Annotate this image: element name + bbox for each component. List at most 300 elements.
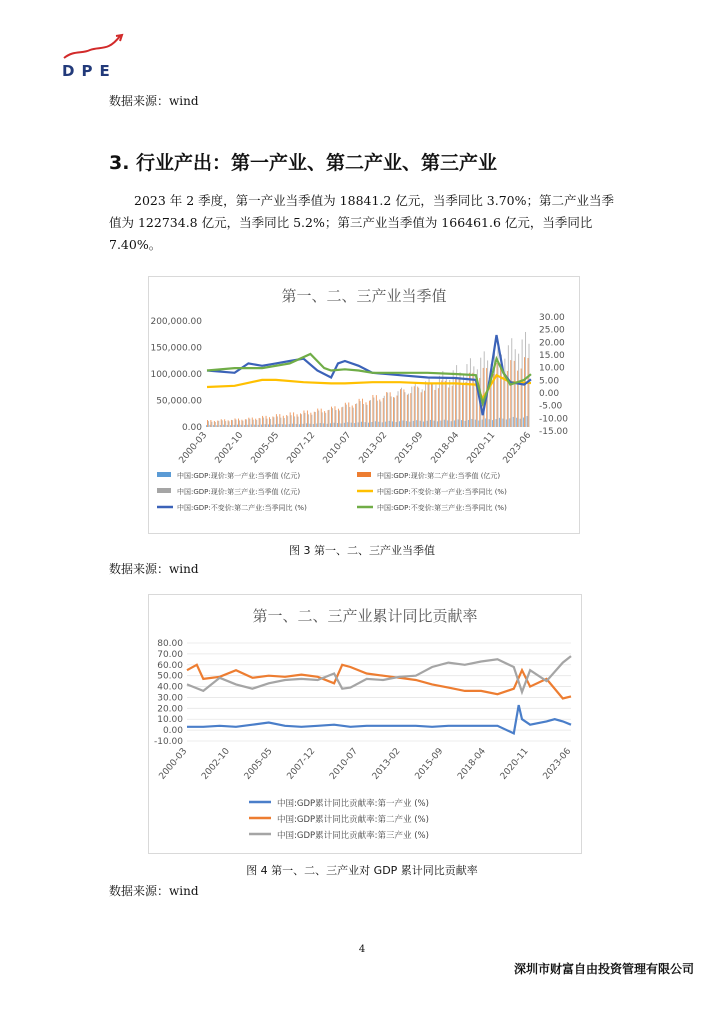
chart1-bar bbox=[349, 407, 350, 427]
chart1-bar bbox=[327, 424, 328, 427]
figure3-chart bbox=[149, 277, 579, 533]
chart1-bar bbox=[438, 388, 439, 427]
chart1-bar bbox=[368, 423, 369, 427]
chart1-bar bbox=[315, 412, 316, 427]
chart1-bar bbox=[413, 421, 414, 427]
chart1-bar bbox=[362, 399, 363, 427]
chart1-bar bbox=[414, 386, 415, 427]
chart1-bar bbox=[460, 372, 461, 427]
chart1-bar bbox=[366, 402, 367, 427]
chart1-bar bbox=[248, 418, 249, 427]
chart1-bar bbox=[245, 419, 246, 427]
chart1-bar bbox=[433, 421, 434, 427]
chart1-bar bbox=[341, 407, 342, 427]
chart1-bar bbox=[394, 398, 395, 427]
chart2-x-tick: 2005-05 bbox=[242, 746, 275, 782]
chart1-bar bbox=[208, 421, 209, 427]
chart2-y-tick: -10.00 bbox=[153, 737, 183, 747]
figure4-chart-frame bbox=[148, 594, 582, 854]
chart1-bar bbox=[428, 383, 429, 427]
chart1-right-tick: 25.00 bbox=[539, 325, 565, 336]
chart1-bar bbox=[462, 384, 463, 427]
chart1-legend-label: 中国:GDP:现价:第三产业:当季值 (亿元) bbox=[177, 488, 301, 496]
chart1-bar bbox=[335, 406, 336, 427]
chart1-bar bbox=[399, 421, 400, 427]
chart1-bar bbox=[354, 423, 355, 427]
chart1-bar bbox=[435, 385, 436, 427]
chart1-bar bbox=[313, 424, 314, 427]
chart1-bar bbox=[261, 425, 262, 427]
figure4-chart bbox=[149, 595, 581, 853]
chart1-bar bbox=[492, 420, 493, 427]
chart1-legend-label: 中国:GDP:不变价:第二产业:当季同比 (%) bbox=[177, 504, 307, 512]
chart1-bar bbox=[485, 418, 486, 427]
chart1-bar bbox=[471, 419, 472, 427]
chart1-bar bbox=[289, 424, 290, 427]
chart1-bar bbox=[283, 416, 284, 427]
figure3-chart-frame bbox=[148, 276, 580, 534]
chart1-bar bbox=[266, 416, 267, 427]
chart1-bar bbox=[220, 425, 221, 427]
chart1-bar bbox=[271, 425, 272, 427]
chart1-bar bbox=[305, 413, 306, 427]
chart1-bar bbox=[463, 375, 464, 427]
chart1-bar bbox=[345, 403, 346, 427]
chart1-bar bbox=[379, 400, 380, 427]
chart1-bar bbox=[383, 398, 384, 427]
chart1-bar bbox=[276, 414, 277, 427]
chart1-bar bbox=[420, 421, 421, 427]
chart1-bar bbox=[247, 425, 248, 427]
figure3-caption: 图 3 第一、二、三产业当季值 bbox=[289, 544, 435, 557]
chart1-bar bbox=[418, 388, 419, 427]
chart1-bar bbox=[316, 424, 317, 427]
chart1-bar bbox=[515, 349, 516, 427]
chart1-bar bbox=[469, 373, 470, 427]
chart1-bar bbox=[455, 378, 456, 427]
chart2-x-tick: 2023-06 bbox=[541, 746, 574, 782]
chart1-bar bbox=[430, 420, 431, 427]
chart1-bar bbox=[351, 423, 352, 427]
chart1-bar bbox=[301, 414, 302, 427]
chart1-bar bbox=[244, 425, 245, 427]
chart1-bar bbox=[452, 386, 453, 427]
chart1-bar bbox=[214, 421, 215, 427]
chart1-bar bbox=[337, 423, 338, 427]
chart1-bar bbox=[411, 387, 412, 427]
chart1-bar bbox=[437, 421, 438, 427]
chart1-bar bbox=[300, 413, 301, 427]
chart1-bar bbox=[269, 417, 270, 427]
chart1-bar bbox=[378, 422, 379, 427]
chart1-bar bbox=[241, 420, 242, 427]
chart1-bar bbox=[502, 419, 503, 427]
chart1-bar bbox=[516, 418, 517, 427]
chart2-legend-label: 中国:GDP累计同比贡献率:第三产业 (%) bbox=[277, 831, 429, 841]
chart1-bar bbox=[506, 419, 507, 427]
chart1-bar bbox=[324, 411, 325, 427]
chart1-bar bbox=[375, 421, 376, 427]
chart1-bar bbox=[352, 406, 353, 427]
chart1-bar bbox=[299, 424, 300, 427]
chart1-bar bbox=[454, 420, 455, 427]
chart1-bar bbox=[359, 399, 360, 427]
chart1-right-tick: 20.00 bbox=[539, 338, 565, 349]
chart1-bar bbox=[393, 397, 394, 427]
chart1-bar bbox=[466, 382, 467, 427]
chart1-left-tick: 0.00 bbox=[181, 423, 202, 433]
chart1-bar bbox=[254, 425, 255, 427]
chart1-bar bbox=[508, 345, 509, 427]
chart1-bar bbox=[277, 416, 278, 427]
chart1-bar bbox=[308, 414, 309, 427]
chart1-bar bbox=[240, 425, 241, 427]
chart1-bar bbox=[265, 424, 266, 427]
chart1-x-tick: 2010-07 bbox=[321, 430, 354, 466]
chart2-legend-label: 中国:GDP累计同比贡献率:第一产业 (%) bbox=[277, 799, 429, 809]
page-number: 4 bbox=[358, 944, 366, 955]
chart1-bar bbox=[223, 425, 224, 427]
chart1-x-tick: 2013-02 bbox=[357, 430, 390, 466]
chart1-bar bbox=[461, 420, 462, 427]
chart1-bar bbox=[329, 410, 330, 427]
chart1-bar bbox=[465, 421, 466, 427]
chart1-bar bbox=[478, 420, 479, 427]
chart1-left-tick: 200,000.00 bbox=[150, 317, 202, 327]
chart1-bar bbox=[524, 357, 525, 427]
chart1-bar bbox=[513, 417, 514, 427]
chart1-bar bbox=[340, 423, 341, 427]
chart1-bar bbox=[376, 395, 377, 427]
chart1-bar bbox=[256, 420, 257, 427]
chart1-bar bbox=[267, 419, 268, 427]
chart1-bar bbox=[230, 425, 231, 427]
chart1-bar bbox=[258, 425, 259, 427]
chart1-bar bbox=[528, 358, 529, 427]
chart1-bar bbox=[499, 418, 500, 427]
chart1-bar bbox=[293, 412, 294, 427]
chart1-bar bbox=[222, 420, 223, 427]
chart1-bar bbox=[459, 378, 460, 427]
chart1-bar bbox=[278, 424, 279, 427]
chart1-bar bbox=[517, 371, 518, 427]
chart1-bar bbox=[321, 409, 322, 427]
chart1-bar bbox=[314, 412, 315, 427]
chart1-bar bbox=[451, 421, 452, 427]
chart1-bar bbox=[427, 421, 428, 427]
chart1-bar bbox=[503, 373, 504, 427]
chart2-x-tick: 2015-09 bbox=[413, 746, 446, 782]
chart2-legend-label: 中国:GDP累计同比贡献率:第二产业 (%) bbox=[277, 815, 429, 825]
chart1-bar bbox=[296, 424, 297, 427]
chart1-right-tick: 15.00 bbox=[539, 351, 565, 361]
chart1-bar bbox=[398, 391, 399, 427]
chart1-bar bbox=[527, 416, 528, 427]
chart1-bar bbox=[367, 405, 368, 427]
chart1-bar bbox=[325, 413, 326, 427]
chart1-bar bbox=[470, 358, 471, 427]
chart1-bar bbox=[410, 393, 411, 427]
chart1-legend-label: 中国:GDP:现价:第一产业:当季值 (亿元) bbox=[177, 472, 301, 480]
chart1-bar bbox=[389, 421, 390, 427]
chart1-x-tick: 2020-11 bbox=[465, 430, 498, 466]
chart1-bar bbox=[235, 418, 236, 427]
chart2-y-tick: 50.00 bbox=[157, 671, 183, 682]
chart2-y-tick: 80.00 bbox=[157, 639, 183, 649]
chart1-bar bbox=[484, 351, 485, 427]
chart1-bar bbox=[346, 405, 347, 427]
chart2-y-tick: 10.00 bbox=[157, 715, 183, 726]
chart1-bar bbox=[365, 422, 366, 427]
chart2-x-tick: 2020-11 bbox=[498, 746, 531, 782]
chart1-bar bbox=[273, 417, 274, 427]
chart1-legend-label: 中国:GDP:不变价:第一产业:当季同比 (%) bbox=[377, 488, 507, 496]
chart1-bar bbox=[328, 410, 329, 427]
chart1-bar bbox=[482, 420, 483, 427]
chart1-right-tick: 5.00 bbox=[539, 376, 560, 387]
chart1-bar bbox=[397, 396, 398, 427]
chart1-bar bbox=[339, 411, 340, 427]
chart1-bar bbox=[400, 389, 401, 427]
chart1-bar bbox=[489, 419, 490, 427]
chart1-bar bbox=[406, 421, 407, 427]
chart1-bar bbox=[401, 388, 402, 427]
chart1-bar bbox=[282, 424, 283, 427]
chart1-bar bbox=[225, 421, 226, 427]
chart1-bar bbox=[445, 381, 446, 427]
chart1-bar bbox=[227, 425, 228, 427]
chart1-bar bbox=[510, 360, 511, 427]
chart1-bar bbox=[206, 425, 207, 427]
chart1-x-tick: 2023-06 bbox=[501, 430, 534, 466]
chart1-bar bbox=[361, 422, 362, 427]
chart1-bar bbox=[322, 412, 323, 427]
chart1-bar bbox=[472, 373, 473, 427]
chart1-bar bbox=[344, 423, 345, 427]
chart1-series-line-0 bbox=[207, 375, 531, 399]
chart2-x-tick: 2018-04 bbox=[456, 746, 488, 782]
chart1-bar bbox=[268, 424, 269, 427]
chart1-bar bbox=[303, 424, 304, 427]
chart1-bar bbox=[332, 408, 333, 427]
chart1-bar bbox=[249, 419, 250, 427]
chart1-bar bbox=[385, 422, 386, 427]
section-paragraph: 2023 年 2 季度，第一产业当季值为 18841.2 亿元，当季同比 3.70%；第二产业当季值为 122734.8 亿元，当季同比 5.2%；第三产业当季值为 166461.6 亿元，当季同比 7.40%。 bbox=[109, 193, 615, 252]
chart1-bar bbox=[304, 410, 305, 427]
chart1-bar bbox=[523, 418, 524, 427]
chart1-bar bbox=[468, 420, 469, 427]
chart1-bar bbox=[311, 415, 312, 427]
chart1-bar bbox=[253, 420, 254, 427]
chart1-bar bbox=[509, 418, 510, 427]
chart1-bar bbox=[292, 424, 293, 427]
chart1-bar bbox=[432, 383, 433, 427]
chart1-bar bbox=[306, 423, 307, 427]
chart1-bar bbox=[307, 411, 308, 427]
chart1-bar bbox=[409, 422, 410, 427]
chart1-right-tick: 10.00 bbox=[539, 363, 565, 374]
chart1-bar bbox=[387, 393, 388, 427]
chart1-right-tick: 30.00 bbox=[539, 313, 565, 323]
chart1-bar bbox=[358, 422, 359, 427]
chart1-bar bbox=[380, 401, 381, 427]
chart1-bar bbox=[498, 344, 499, 427]
chart1-bar bbox=[234, 425, 235, 427]
chart1-bar bbox=[334, 423, 335, 427]
chart1-bar bbox=[310, 413, 311, 427]
chart1-bar bbox=[221, 419, 222, 427]
chart1-bar bbox=[382, 422, 383, 427]
chart1-bar bbox=[353, 408, 354, 427]
figure4-source: 数据来源：wind bbox=[109, 884, 199, 898]
chart1-bar bbox=[210, 420, 211, 427]
chart1-bar bbox=[377, 401, 378, 427]
chart1-x-tick: 2005-05 bbox=[249, 430, 282, 466]
chart1-bar bbox=[309, 424, 310, 427]
chart1-bar bbox=[363, 404, 364, 427]
chart2-y-tick: 40.00 bbox=[157, 682, 183, 693]
chart1-bar bbox=[215, 422, 216, 427]
chart2-y-tick: 70.00 bbox=[157, 649, 183, 660]
chart1-bar bbox=[342, 407, 343, 427]
chart1-bar bbox=[209, 425, 210, 427]
chart1-bar bbox=[298, 417, 299, 427]
company-name: 深圳市财富自由投资管理有限公司 bbox=[513, 962, 694, 976]
chart1-bar bbox=[467, 364, 468, 427]
chart1-bar bbox=[252, 418, 253, 427]
chart1-bar bbox=[392, 421, 393, 427]
chart1-bar bbox=[297, 414, 298, 427]
chart1-bar bbox=[291, 415, 292, 427]
chart1-bar bbox=[424, 391, 425, 427]
chart2-title: 第一、二、三产业累计同比贡献率 bbox=[252, 607, 478, 625]
chart2-x-tick: 2013-02 bbox=[370, 746, 403, 782]
chart2-x-tick: 2010-07 bbox=[328, 746, 360, 782]
chart1-bar bbox=[529, 344, 530, 427]
chart1-bar bbox=[448, 388, 449, 427]
chart1-bar bbox=[331, 407, 332, 427]
chart1-bar bbox=[347, 422, 348, 427]
data-source-top: 数据来源：wind bbox=[109, 94, 199, 108]
chart1-bar bbox=[255, 419, 256, 427]
chart1-bar bbox=[402, 420, 403, 427]
chart1-bar bbox=[323, 423, 324, 427]
chart1-x-tick: 2002-10 bbox=[213, 430, 246, 466]
chart1-bar bbox=[213, 425, 214, 427]
chart1-bar bbox=[272, 416, 273, 427]
chart1-bar bbox=[263, 418, 264, 427]
chart2-x-tick: 2000-03 bbox=[157, 746, 190, 782]
chart1-right-tick: -5.00 bbox=[539, 401, 563, 412]
chart1-bar bbox=[317, 409, 318, 427]
chart1-bar bbox=[338, 409, 339, 427]
chart1-bar bbox=[449, 380, 450, 427]
chart1-bar bbox=[415, 383, 416, 427]
chart1-bar bbox=[320, 423, 321, 427]
chart1-bar bbox=[216, 425, 217, 427]
chart2-series-line-1 bbox=[187, 665, 571, 699]
chart1-bar bbox=[434, 390, 435, 427]
chart1-bar bbox=[336, 410, 337, 427]
chart1-bar bbox=[218, 421, 219, 427]
chart1-bar bbox=[231, 420, 232, 427]
chart1-bar bbox=[232, 420, 233, 427]
chart1-bar bbox=[360, 401, 361, 427]
chart1-bar bbox=[239, 420, 240, 427]
chart1-bar bbox=[520, 419, 521, 427]
chart1-legend-swatch bbox=[157, 472, 171, 477]
chart2-y-tick: 60.00 bbox=[157, 660, 183, 671]
chart1-bar bbox=[518, 354, 519, 427]
chart1-legend-label: 中国:GDP:不变价:第三产业:当季同比 (%) bbox=[377, 504, 507, 512]
chart1-bar bbox=[356, 403, 357, 427]
chart1-bar bbox=[384, 396, 385, 427]
chart1-bar bbox=[286, 415, 287, 427]
chart1-bar bbox=[280, 418, 281, 427]
chart1-legend-swatch bbox=[157, 488, 171, 493]
chart1-bar bbox=[228, 420, 229, 427]
chart2-y-tick: 30.00 bbox=[157, 693, 183, 704]
chart1-bar bbox=[207, 420, 208, 427]
chart1-bar bbox=[496, 419, 497, 427]
chart1-bar bbox=[372, 395, 373, 427]
chart1-bar bbox=[440, 421, 441, 427]
figure4-caption: 图 4 第一、二、三产业对 GDP 累计同比贡献率 bbox=[246, 864, 478, 877]
chart1-bar bbox=[294, 416, 295, 427]
chart1-bar bbox=[284, 418, 285, 427]
chart1-bar bbox=[348, 402, 349, 427]
chart1-bar bbox=[330, 423, 331, 427]
chart2-x-tick: 2007-12 bbox=[285, 746, 318, 782]
chart1-bar bbox=[446, 378, 447, 427]
chart1-bar bbox=[386, 392, 387, 427]
chart1-bar bbox=[417, 387, 418, 427]
chart1-bar bbox=[270, 419, 271, 427]
chart1-legend-label: 中国:GDP:现价:第二产业:当季值 (亿元) bbox=[377, 472, 501, 480]
chart1-bar bbox=[458, 419, 459, 427]
chart1-bar bbox=[422, 389, 423, 427]
chart1-bar bbox=[475, 420, 476, 427]
chart2-y-tick: 0.00 bbox=[162, 726, 183, 737]
chart1-bar bbox=[224, 419, 225, 427]
chart1-bar bbox=[373, 398, 374, 427]
chart1-bar bbox=[237, 425, 238, 427]
chart1-right-tick: -15.00 bbox=[539, 427, 569, 437]
chart1-legend-swatch bbox=[357, 472, 371, 477]
chart1-bar bbox=[260, 418, 261, 427]
chart1-bar bbox=[251, 424, 252, 427]
chart1-bar bbox=[407, 395, 408, 427]
chart1-bar bbox=[275, 424, 276, 427]
logo-text: DPE bbox=[62, 62, 117, 80]
chart1-bar bbox=[416, 420, 417, 427]
chart1-left-tick: 50,000.00 bbox=[156, 396, 202, 407]
section-heading: 3. 行业产出：第一产业、第二产业、第三产业 bbox=[109, 152, 498, 174]
chart1-bar bbox=[425, 381, 426, 427]
chart1-bar bbox=[287, 416, 288, 427]
chart1-bar bbox=[242, 421, 243, 427]
chart1-left-tick: 150,000.00 bbox=[150, 343, 202, 354]
figure3-source: 数据来源：wind bbox=[109, 562, 199, 576]
chart1-bar bbox=[371, 422, 372, 427]
chart1-x-tick: 2018-04 bbox=[429, 430, 462, 466]
chart1-bar bbox=[444, 420, 445, 427]
chart1-title: 第一、二、三产业当季值 bbox=[281, 287, 447, 305]
chart1-left-tick: 100,000.00 bbox=[150, 370, 202, 380]
chart1-bar bbox=[390, 392, 391, 427]
chart1-bar bbox=[211, 422, 212, 427]
chart1-x-tick: 2015-09 bbox=[393, 430, 426, 466]
